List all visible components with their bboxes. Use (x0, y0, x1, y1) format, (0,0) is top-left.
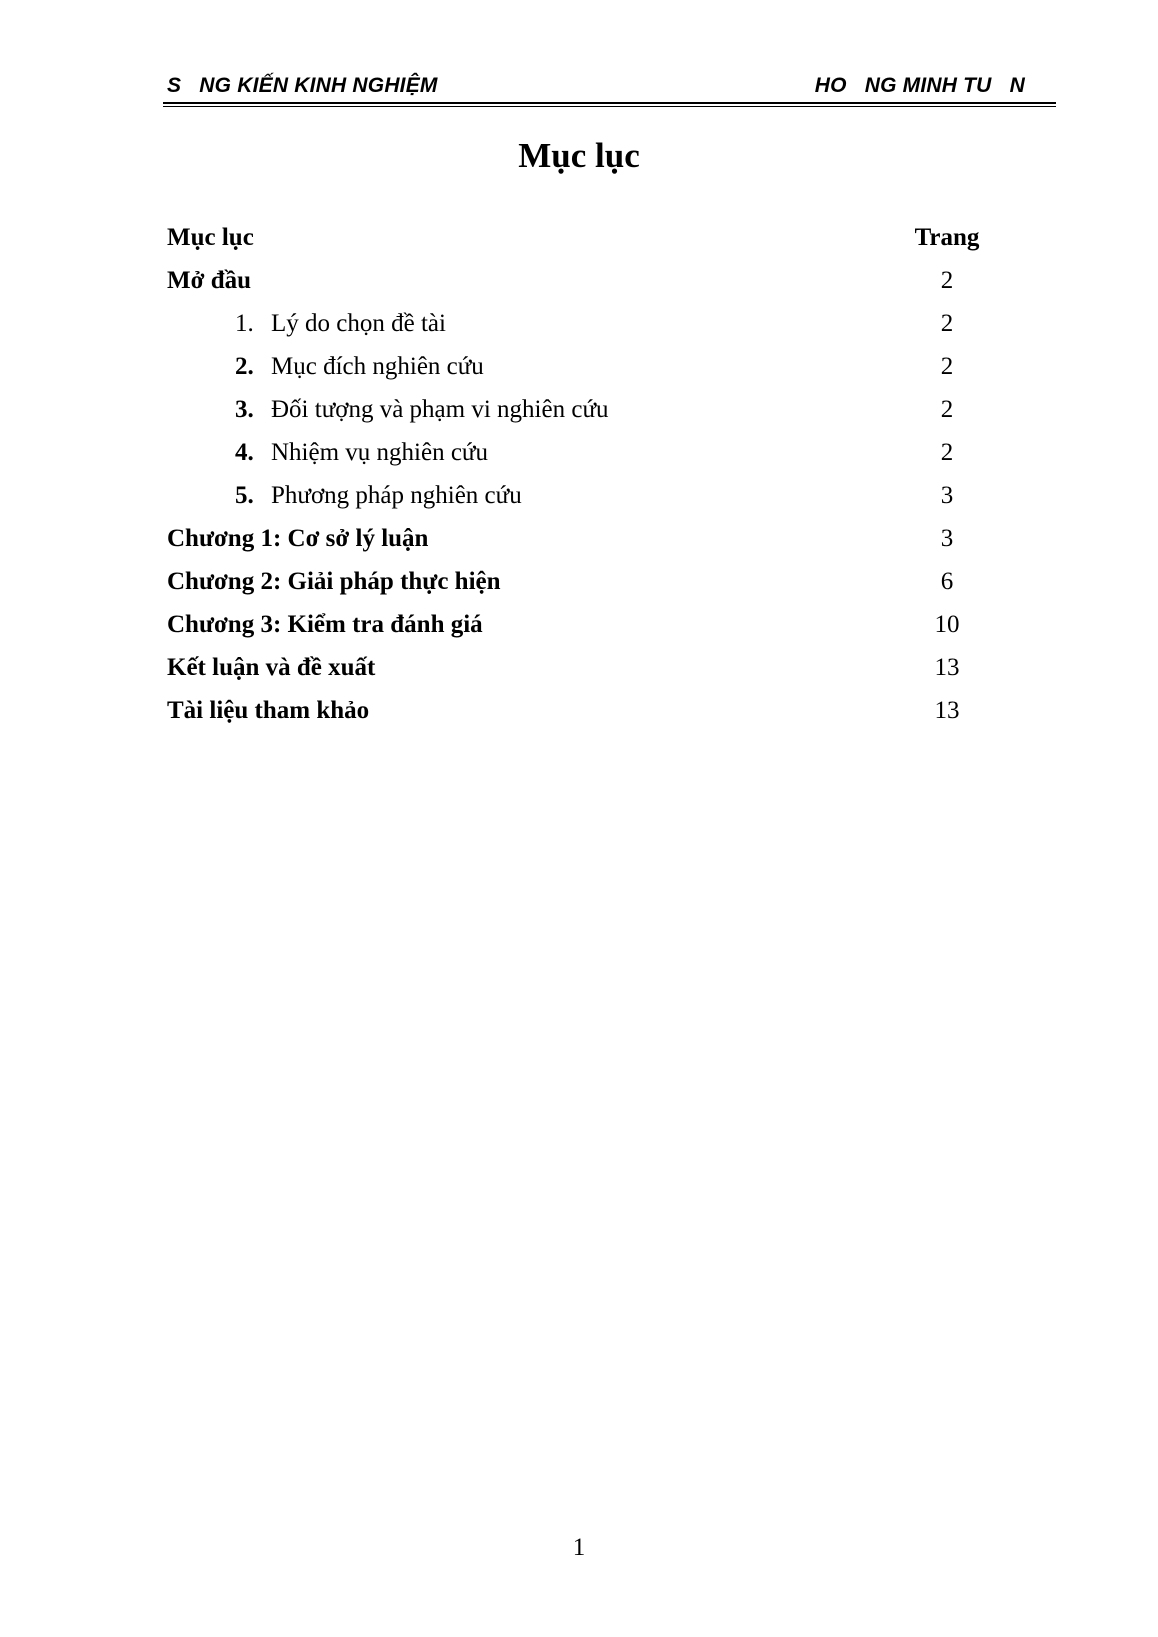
toc-entry-label: Nhiệm vụ nghiên cứu (271, 439, 488, 466)
toc-entry-page: 3 (940, 525, 954, 552)
toc-entry-number: 3. (235, 396, 254, 423)
toc-entry[interactable] (167, 259, 987, 302)
toc-entry-number: 2. (235, 353, 254, 380)
toc-entry-label: Chương 1: Cơ sở lý luận (167, 525, 429, 552)
toc-entry-page: 2 (940, 267, 954, 294)
toc-entry-label: Mở đầu (167, 267, 251, 294)
toc-entry-page: 6 (940, 568, 954, 595)
toc-entry-label: Lý do chọn đề tài (271, 310, 446, 337)
page-title: Mục lục (518, 136, 640, 175)
toc-entry[interactable] (167, 431, 987, 474)
page-header (163, 74, 1053, 100)
toc-entry-label: Kết luận và đề xuất (167, 654, 376, 681)
toc-entry-number: 1. (235, 310, 254, 337)
header-right-text: HO NG MINH TU N (814, 74, 1025, 97)
toc-entry[interactable] (167, 474, 987, 517)
toc-entry[interactable] (167, 646, 987, 689)
toc-entry[interactable] (167, 388, 987, 431)
toc-entry-page: 3 (940, 482, 954, 509)
toc-entry-number: 5. (235, 482, 254, 509)
toc-entry-page: 13 (934, 697, 960, 724)
page-number: 1 (572, 1534, 586, 1561)
toc-entry-label: Mục đích nghiên cứu (271, 353, 484, 380)
toc-entry[interactable] (167, 302, 987, 345)
toc-entry[interactable] (167, 517, 987, 560)
header-left-text: S NG KIẾN KINH NGHIỆM (167, 74, 438, 97)
toc-entry[interactable] (167, 689, 987, 732)
toc-entry-number: 4. (235, 439, 254, 466)
toc-entry-label: Chương 3: Kiểm tra đánh giá (167, 611, 483, 638)
toc-entry-label: Phương pháp nghiên cứu (271, 482, 522, 509)
header-rule-thick (163, 102, 1056, 104)
toc-entry[interactable] (167, 560, 987, 603)
toc-entry-label: Chương 2: Giải pháp thực hiện (167, 568, 501, 595)
toc-entry-page: 2 (940, 396, 954, 423)
toc-entry-label: Đối tượng và phạm vi nghiên cứu (271, 396, 609, 423)
toc-entry-page: 2 (940, 353, 954, 380)
toc-entry-page: 10 (934, 611, 960, 638)
toc-heading-label: Mục lục (167, 224, 254, 251)
toc-entry-page: 13 (934, 654, 960, 681)
toc-heading-row (167, 216, 987, 259)
header-rule-thin (163, 106, 1056, 107)
toc-entry[interactable] (167, 345, 987, 388)
table-of-contents (167, 216, 987, 732)
toc-entry[interactable] (167, 603, 987, 646)
toc-entry-page: 2 (940, 439, 954, 466)
toc-entry-label: Tài liệu tham khảo (167, 697, 370, 724)
toc-entry-page: 2 (940, 310, 954, 337)
toc-heading-page: Trang (914, 224, 980, 251)
